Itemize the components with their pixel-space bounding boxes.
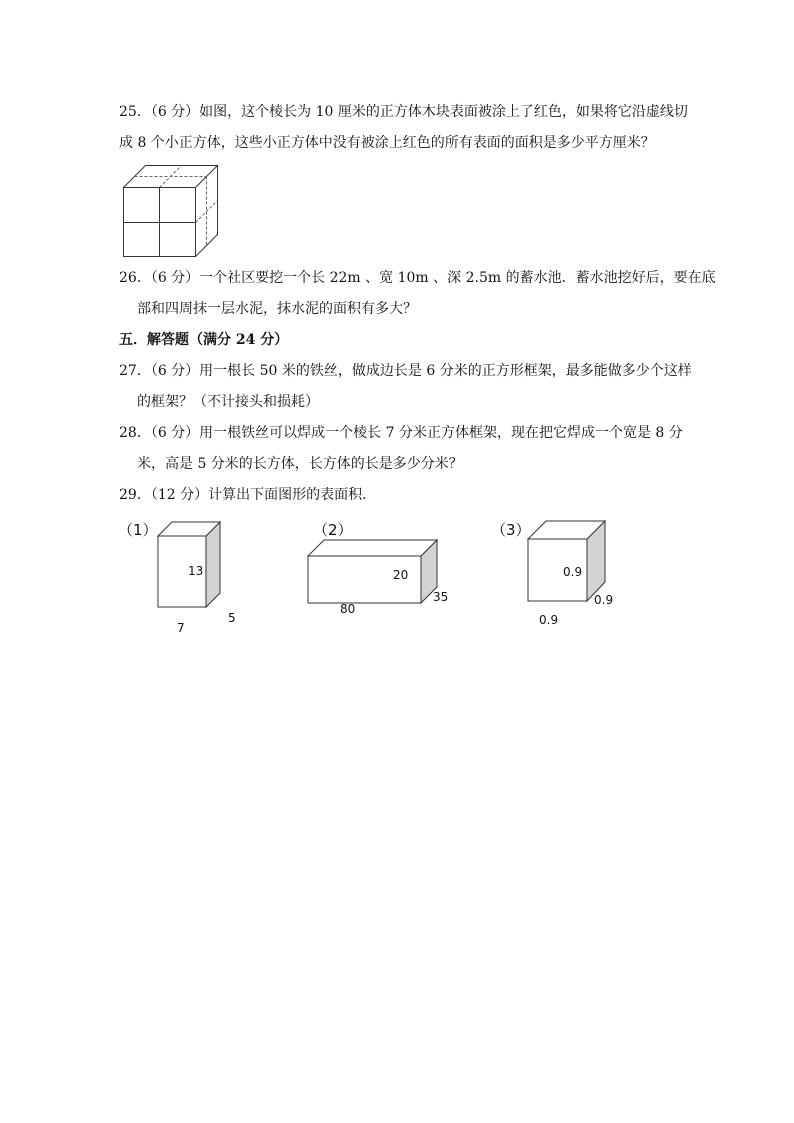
question-27-line2: 的框架？（不计接头和损耗）: [137, 394, 319, 410]
figure-1-height-label: 13: [188, 564, 204, 578]
figure-3-length-label: 0.9: [539, 613, 559, 627]
question-26-line2: 部和四周抹一层水泥，抹水泥的面积有多大？: [137, 301, 417, 317]
figure-2: [308, 521, 448, 616]
figure-1-side-face: [206, 522, 220, 607]
figure-1-length-label: 7: [177, 621, 185, 635]
question-26: [119, 263, 716, 325]
figure-2-height-label: 20: [393, 568, 409, 582]
question-29-line1: 29．（12 分）计算出下面图形的表面积．: [119, 487, 377, 503]
figure-3: [491, 521, 613, 627]
figure-1-label: （1）: [118, 521, 158, 539]
question-29: [119, 480, 376, 511]
cube-cut-figure: [121, 163, 221, 259]
figure-3-label: （3）: [491, 521, 531, 539]
figure-1: [118, 521, 236, 635]
question-25-line1: 25．（6 分）如图，这个棱长为 10 厘米的正方体木块表面被涂上了红色，如果将它沿虚线切: [119, 104, 688, 120]
question-27-line1: 27．（6 分）用一根长 50 米的铁丝，做成边长是 6 分米的正方形框架，最多能做多少个这样: [119, 363, 692, 379]
figure-3-height-label: 0.9: [563, 565, 583, 579]
question-25-line2: 成 8 个小正方体，这些小正方体中没有被涂上红色的所有表面的面积是多少平方厘米？: [119, 135, 655, 151]
figure-2-length-label: 80: [340, 602, 356, 616]
figure-1-width-label: 5: [228, 611, 236, 625]
question-28: [119, 418, 683, 480]
question-28-line1: 28．（6 分）用一根铁丝可以焊成一个棱长 7 分米正方体框架，现在把它焊成一个宽是 8 分: [119, 425, 683, 441]
question-28-line2: 米，高是 5 分米的长方体，长方体的长是多少分米？: [137, 456, 463, 472]
figure-3-width-label: 0.9: [594, 593, 614, 607]
surface-area-figures: [115, 515, 635, 640]
figure-2-top-face: [308, 540, 437, 556]
question-26-line1: 26．（6 分）一个社区要挖一个长 22m 、宽 10m 、深 2.5m 的蓄水池．蓄水池挖好后，要在底: [119, 270, 716, 286]
figure-2-width-label: 35: [433, 590, 449, 604]
section-heading: 五．解答题（满分 24 分）: [119, 332, 289, 348]
question-25: [119, 97, 688, 159]
figure-2-label: （2）: [313, 521, 353, 539]
question-27: [119, 356, 692, 418]
